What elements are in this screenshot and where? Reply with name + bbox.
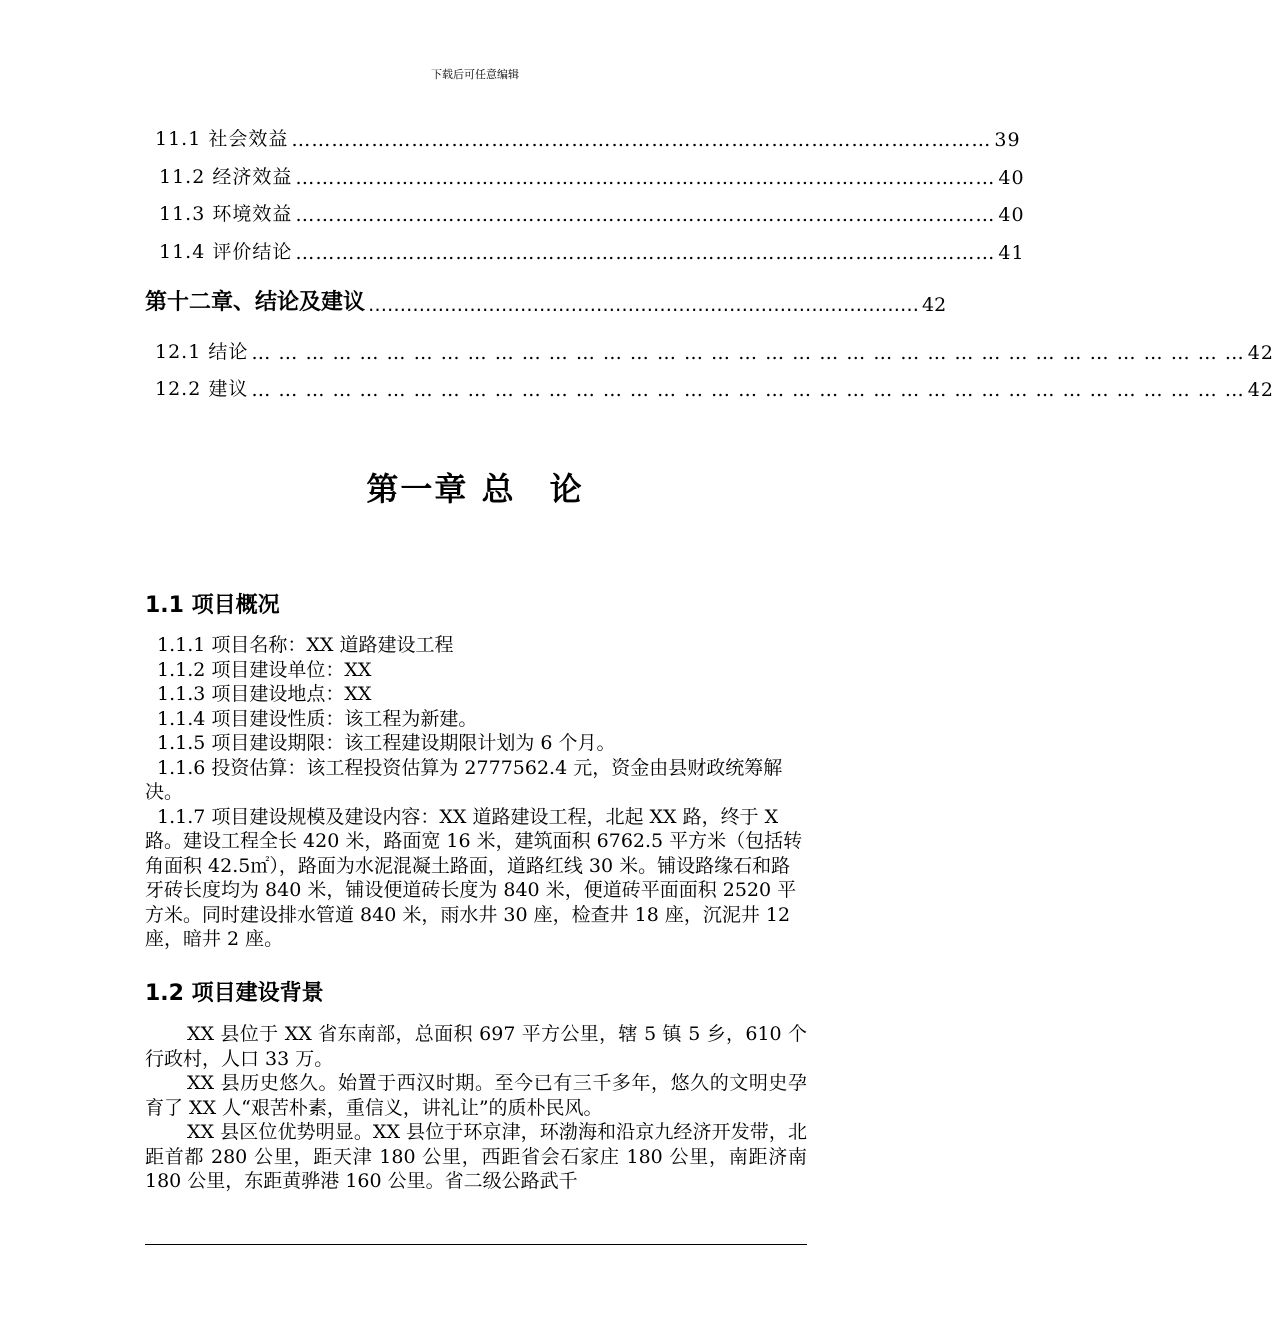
section-body: [145, 633, 807, 952]
toc-entry[interactable]: [159, 162, 1025, 189]
paragraph: 1.1.3 项目建设地点：XX: [157, 683, 372, 705]
toc-label: 11.3 环境效益: [159, 203, 293, 225]
toc-page-number: 40: [998, 167, 1025, 189]
toc-label: 12.1 结论: [155, 341, 249, 363]
toc-page-number: 41: [998, 242, 1025, 264]
section-heading: 1.2 项目建设背景: [145, 981, 324, 1006]
paragraph: 1.1.6 投资估算：该工程投资估算为 2777562.4 元，资金由县财政统筹解决。: [145, 756, 783, 803]
toc-entry[interactable]: [159, 237, 1025, 264]
toc-label: 11.4 评价结论: [159, 241, 293, 263]
section-heading: 1.1 项目概况: [145, 593, 280, 618]
toc-page-number: 39: [994, 129, 1021, 151]
footer-rule: [145, 1244, 807, 1245]
paragraph: 1.1.1 项目名称：XX 道路建设工程: [157, 634, 454, 656]
toc-page-number: 42: [1247, 379, 1274, 401]
toc-page-number: 40: [998, 204, 1025, 226]
toc-entry-chapter[interactable]: [145, 285, 947, 316]
toc-label: 12.2 建议: [155, 378, 249, 400]
page-header: 下载后可任意编辑: [431, 68, 519, 81]
toc-leader: … … … … … … … … … … … … … … … … … … … … … … … … … … … … … … … … … … … … …: [251, 342, 1245, 364]
toc-leader: ……………………………………………………………………………………………: [295, 204, 996, 226]
chapter-title: 第一章 总 论: [366, 470, 584, 508]
toc-label: 11.2 经济效益: [159, 166, 293, 188]
toc-leader: ……………………………………………………………………………………………: [295, 242, 996, 264]
toc-page-number: 42: [922, 294, 947, 316]
paragraph: XX 县位于 XX 省东南部，总面积 697 平方公里，辖 5 镇 5 乡，610 个行政村，人口 33 万。: [145, 1023, 807, 1070]
toc-entry[interactable]: [155, 124, 1021, 151]
toc-entry[interactable]: [159, 199, 1025, 226]
toc-leader: ……………………………………………………………………………………………: [295, 167, 996, 189]
toc-leader: ……………………………………………………………………………………………: [291, 129, 992, 151]
paragraph: XX 县历史悠久。始置于西汉时期。至今已有三千多年，悠久的文明史孕育了 XX 人“艰苦朴素，重信义，讲礼让”的质朴民风。: [145, 1072, 807, 1119]
paragraph: 1.1.2 项目建设单位：XX: [157, 658, 372, 681]
paragraph: 1.1.5 项目建设期限：该工程建设期限计划为 6 个月。: [157, 732, 616, 754]
paragraph: 1.1.7 项目建设规模及建设内容：XX 道路建设工程，北起 XX 路，终于 X 路。建设工程全长 420 米，路面宽 16 米，建筑面积 6762.5 平方米（包括转角面积 42.5㎡），路面为水泥混凝土路面，道路红线 30 米。铺设路缘石和路牙砖长度均为 840 米，铺设便道砖长度为 840 米，便道砖平面面积 2520 平方米。同时建设排水管道 840 米，雨水井 30 座，检查井 18 座，沉泥井 12 座，暗井 2 座。: [145, 805, 803, 950]
toc-label: 第十二章、结论及建议: [145, 290, 366, 315]
toc-leader: … … … … … … … … … … … … … … … … … … … … … … … … … … … … … … … … … … … … …: [251, 379, 1245, 401]
toc-leader: ……………………………………………………………………………: [368, 294, 920, 316]
section-body: [145, 1022, 807, 1194]
toc-entry[interactable]: [155, 337, 1274, 364]
toc-page-number: 42: [1247, 342, 1274, 364]
paragraph: 1.1.4 项目建设性质：该工程为新建。: [157, 707, 478, 730]
toc-entry[interactable]: [155, 374, 1274, 401]
toc-label: 11.1 社会效益: [155, 128, 289, 150]
paragraph: XX 县区位优势明显。XX 县位于环京津，环渤海和沿京九经济开发带，北距首都 280 公里，距天津 180 公里，西距省会石家庄 180 公里，南距济南 180 公里，东距黄骅港 160 公里。省二级公路武千: [145, 1121, 807, 1192]
